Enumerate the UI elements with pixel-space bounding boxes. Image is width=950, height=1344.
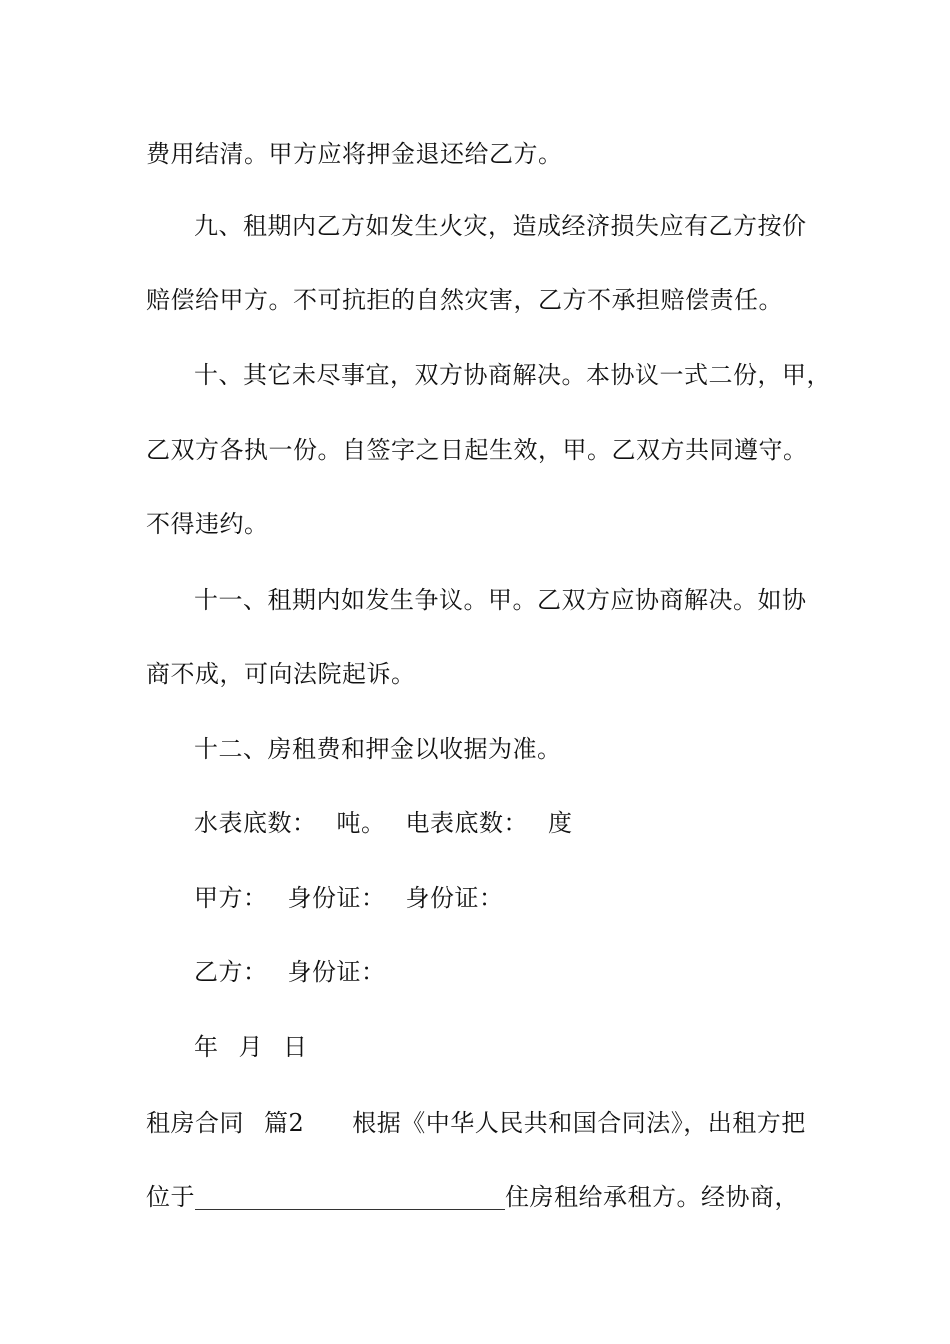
- date-month: 月: [238, 1033, 263, 1061]
- contract2-location-suffix: 住房租给承租方。经协商，: [505, 1183, 799, 1211]
- party-a-id-label: 身份证：: [287, 884, 386, 912]
- electric-meter-label: 电表底数：: [405, 809, 528, 837]
- party-b-id-label: 身份证：: [287, 958, 386, 986]
- clause-eleven-line-1: 十一、租期内如发生争议。甲。乙双方应协商解决。如协: [194, 586, 807, 614]
- party-a-label: 甲方：: [194, 884, 268, 912]
- water-meter-unit: 吨。: [336, 809, 386, 837]
- meter-readings-line: [194, 808, 573, 838]
- party-a-id-label-2: 身份证：: [405, 884, 504, 912]
- water-meter-label: 水表底数：: [194, 809, 317, 837]
- contract2-intro: 根据《中华人民共和国合同法》，出租方把: [352, 1109, 806, 1137]
- contract2-section: 篇2: [264, 1109, 305, 1137]
- date-day: 日: [283, 1033, 308, 1061]
- electric-meter-unit: 度: [548, 809, 573, 837]
- contract2-title: 租房合同: [146, 1109, 244, 1137]
- paragraph-line: 费用结清。甲方应将押金退还给乙方。: [146, 140, 563, 168]
- address-blank-field[interactable]: [195, 1185, 505, 1210]
- date-line: [194, 1032, 308, 1062]
- clause-ten-line-2: 乙双方各执一份。自签字之日起生效，甲。乙双方共同遵守。: [146, 436, 808, 464]
- contract2-line-2: [146, 1182, 799, 1212]
- clause-eleven-line-2: 商不成，可向法院起诉。: [146, 660, 416, 688]
- clause-ten-line-1: 十、其它未尽事宜，双方协商解决。本协议一式二份，甲，: [194, 361, 831, 389]
- date-year: 年: [194, 1033, 219, 1061]
- clause-nine-line-1: 九、租期内乙方如发生火灾，造成经济损失应有乙方按价: [194, 212, 807, 240]
- party-b-label: 乙方：: [194, 958, 268, 986]
- contract2-location-prefix: 位于: [146, 1183, 195, 1211]
- clause-ten-line-3: 不得违约。: [146, 510, 269, 538]
- contract2-heading-line: [146, 1108, 806, 1138]
- party-a-line: [194, 883, 504, 913]
- clause-nine-line-2: 赔偿给甲方。不可抗拒的自然灾害，乙方不承担赔偿责任。: [146, 286, 783, 314]
- clause-twelve-line: 十二、房租费和押金以收据为准。: [194, 735, 562, 763]
- party-b-line: [194, 957, 386, 987]
